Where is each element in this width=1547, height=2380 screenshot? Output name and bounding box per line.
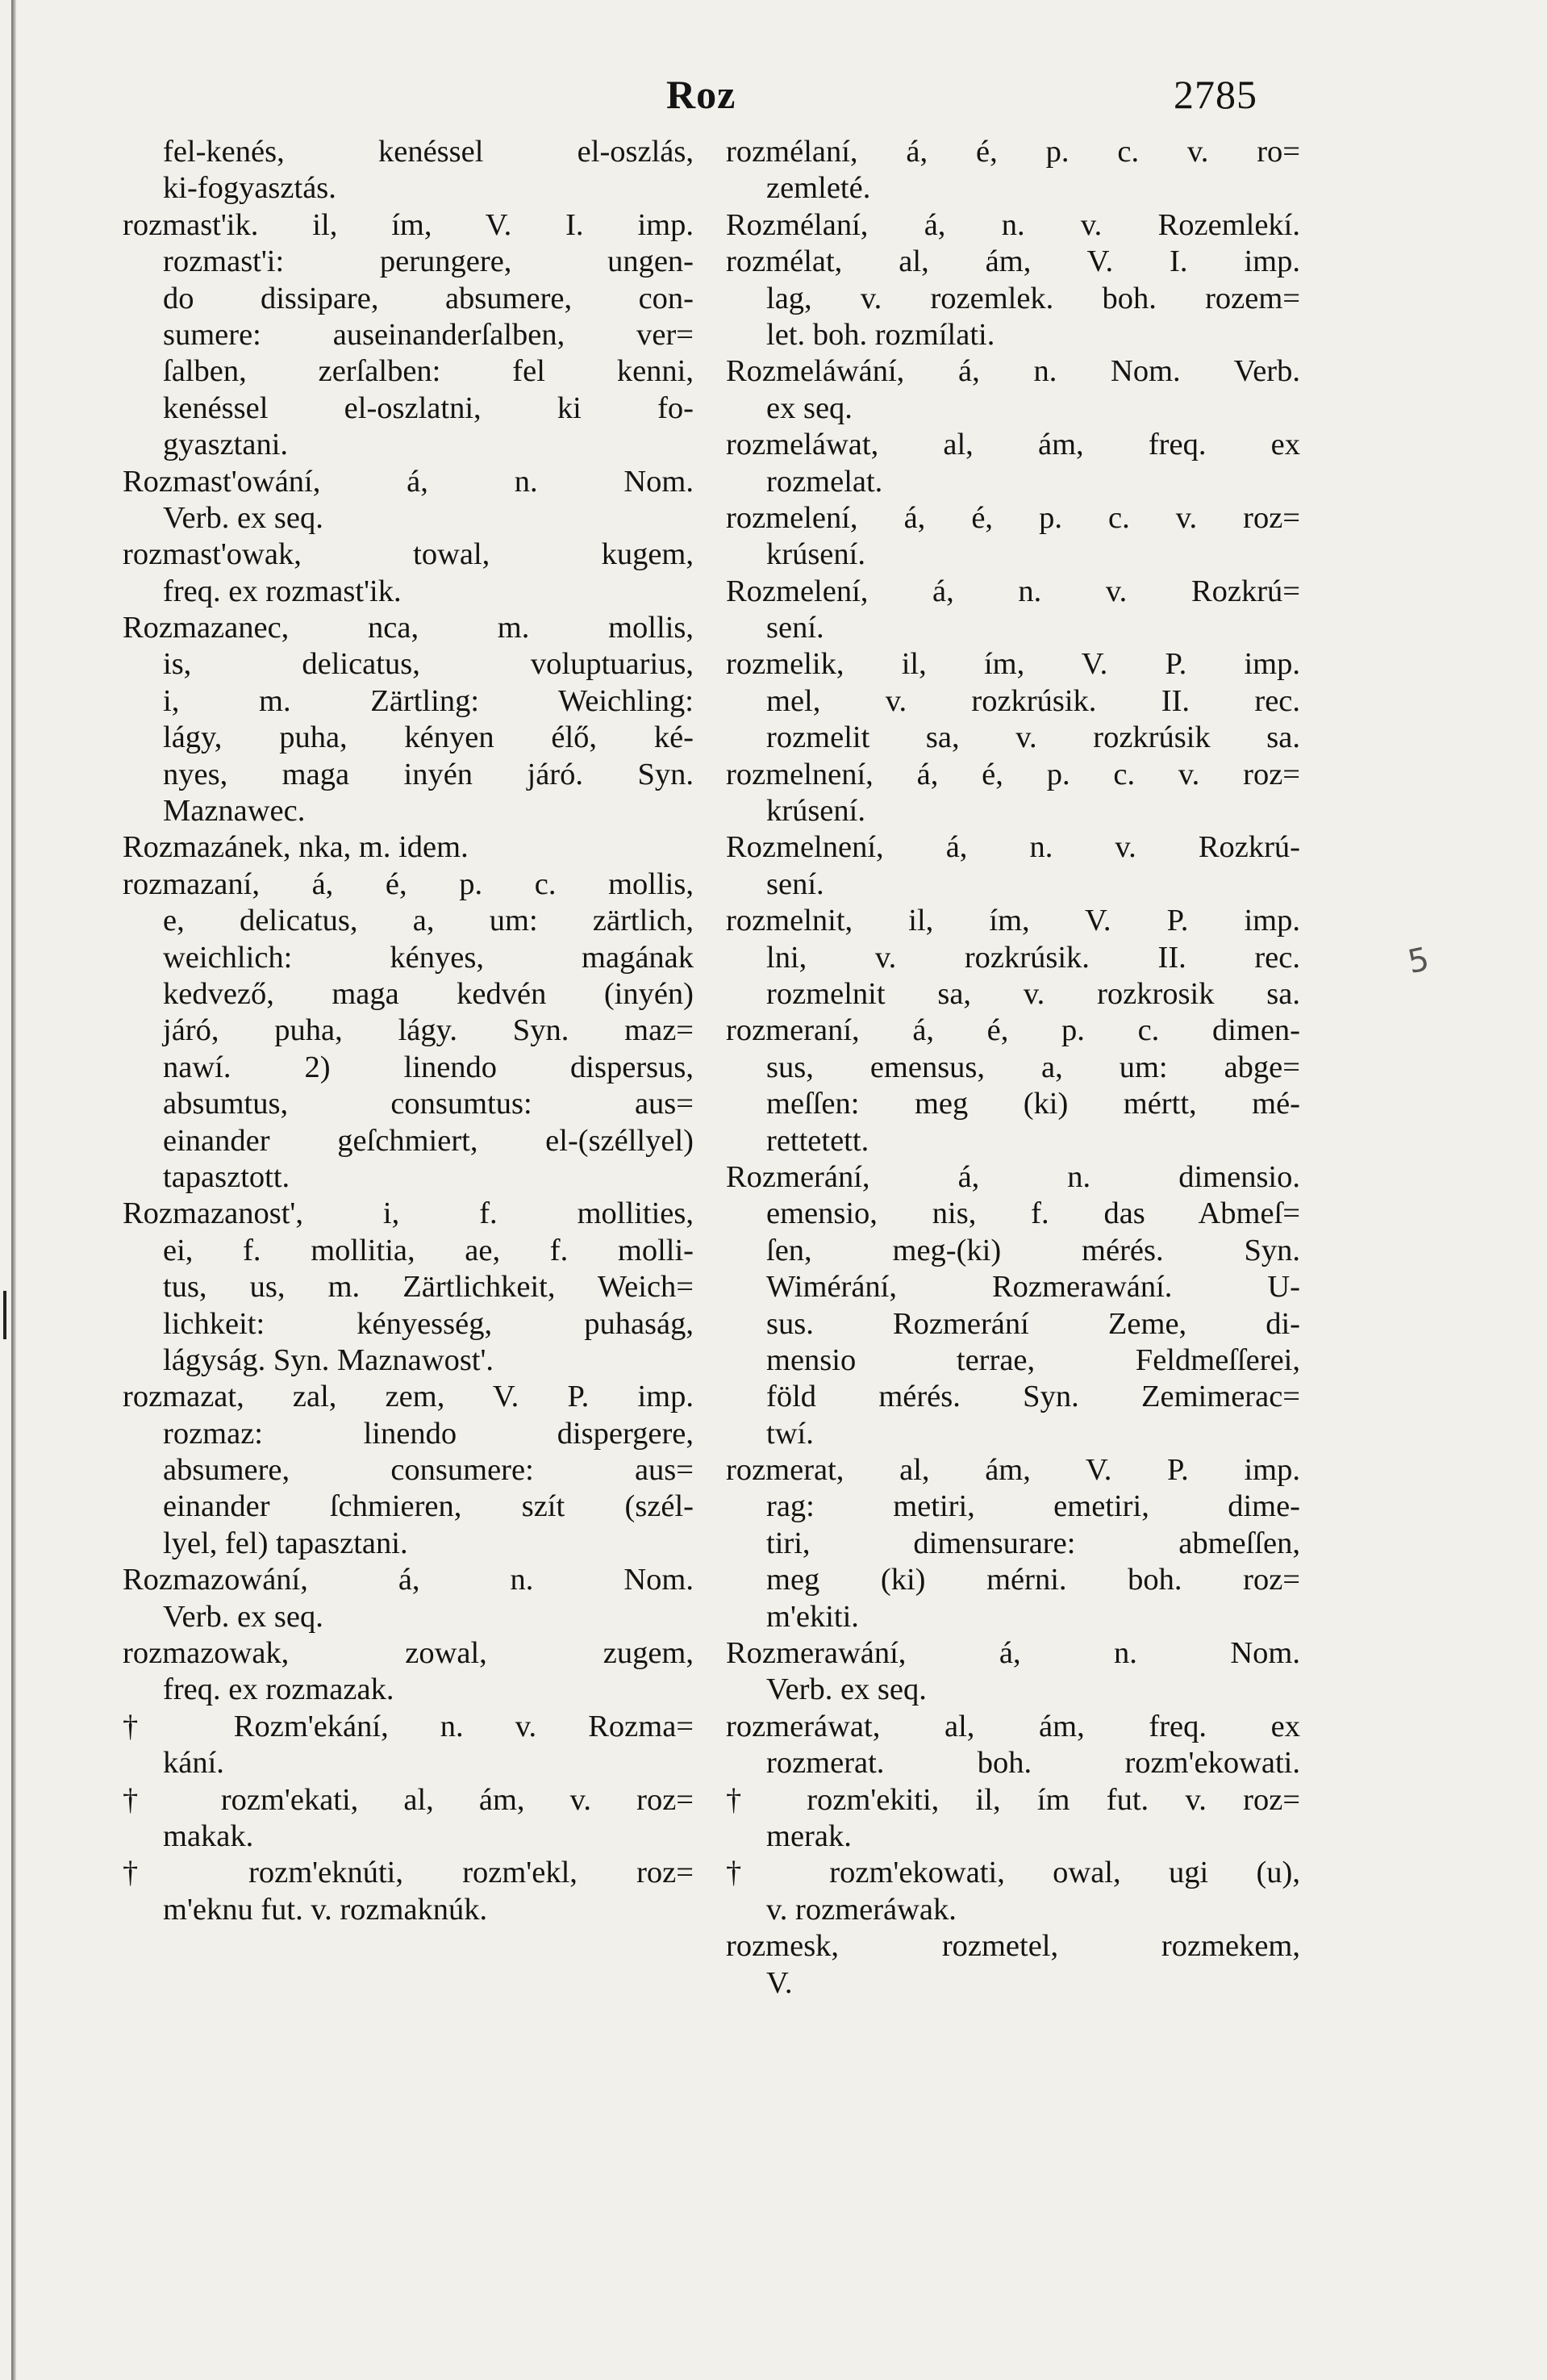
margin-note: 5 <box>1404 940 1432 982</box>
left-column-line: Maznawec. <box>163 794 306 829</box>
right-column-line: rag: metiri, emetiri, dime- <box>766 1489 1300 1524</box>
left-column-line: absumere, consumere: aus= <box>163 1453 694 1488</box>
left-column-line: freq. ex rozmazak. <box>163 1672 394 1707</box>
right-column-line: Wimérání, Rozmerawání. U- <box>766 1270 1300 1305</box>
right-column-line: rozmelit sa, v. rozkrúsik sa. <box>766 720 1300 755</box>
left-column-line: einander ſchmieren, szít (szél- <box>163 1489 694 1524</box>
left-column-line: sumere: auseinanderſalben, ver= <box>163 317 694 352</box>
left-column-line: lyel, fel) tapasztani. <box>163 1526 408 1560</box>
left-column-line: i, m. Zärtling: Weichling: <box>163 683 694 718</box>
left-column-line: rozmast'owak, towal, kugem, <box>123 537 694 572</box>
left-column-line: rozmast'ik. il, ím, V. I. imp. <box>123 207 694 242</box>
right-column-line: sus. Rozmerání Zeme, di- <box>766 1306 1300 1341</box>
right-column-line: Verb. ex seq. <box>766 1672 927 1707</box>
left-column-line: ei, f. mollitia, ae, f. molli- <box>163 1233 694 1267</box>
left-column-line: do dissipare, absumere, con- <box>163 281 694 315</box>
left-column-line: Rozmazánek, nka, m. idem. <box>123 830 469 865</box>
right-column-line: rozmeraní, á, é, p. c. dimen- <box>726 1013 1300 1048</box>
left-column-line: e, delicatus, a, um: zärtlich, <box>163 904 694 938</box>
right-column-line: rozmerat. boh. rozm'ekowati. <box>766 1746 1300 1781</box>
right-column-line: sus, emensus, a, um: abge= <box>766 1050 1300 1084</box>
left-column-line: Rozmast'owání, á, n. Nom. <box>123 464 694 499</box>
left-column-line: Verb. ex seq. <box>163 1599 323 1634</box>
right-column-line: ſen, meg-(ki) mérés. Syn. <box>766 1233 1300 1267</box>
right-column-line: rozmelnení, á, é, p. c. v. roz= <box>726 757 1300 791</box>
left-column-line: nawí. 2) linendo dispersus, <box>163 1050 694 1084</box>
left-column-line: freq. ex rozmast'ik. <box>163 574 402 608</box>
right-column-line: V. <box>766 1965 793 2000</box>
left-column-line: gyasztani. <box>163 428 289 462</box>
right-column-line: twí. <box>766 1416 814 1451</box>
right-column-line: rozmélaní, á, é, p. c. v. ro= <box>726 135 1300 169</box>
left-column-line: Rozmazanec, nca, m. mollis, <box>123 611 694 645</box>
right-column-line: meſſen: meg (ki) mértt, mé- <box>766 1087 1300 1121</box>
left-column-line: † rozm'ekati, al, ám, v. roz= <box>123 1782 694 1817</box>
left-column-line: rozmazaní, á, é, p. c. mollis, <box>123 866 694 901</box>
left-column-line: † rozm'eknúti, rozm'ekl, roz= <box>123 1856 694 1890</box>
right-column-line: rozmerat, al, ám, V. P. imp. <box>726 1453 1300 1488</box>
left-column-line: absumtus, consumtus: aus= <box>163 1087 694 1121</box>
right-column-line: ex seq. <box>766 390 853 425</box>
left-column-line: Rozmazowání, á, n. Nom. <box>123 1563 694 1597</box>
left-column-line: tapasztott. <box>163 1159 290 1194</box>
right-column-line: m'ekiti. <box>766 1599 859 1634</box>
left-column-line: is, delicatus, voluptuarius, <box>163 647 694 682</box>
right-column-line: rozmesk, rozmetel, rozmekem, <box>726 1929 1300 1964</box>
right-column-line: merak. <box>766 1818 852 1853</box>
left-column-line: Rozmazanost', i, f. mollities, <box>123 1196 694 1231</box>
right-column-line: mensio terrae, Feldmeſſerei, <box>766 1342 1300 1377</box>
right-column-line: rettetett. <box>766 1123 869 1158</box>
right-column-line: lag, v. rozemlek. boh. rozem= <box>766 281 1300 315</box>
right-column <box>726 134 1300 2002</box>
right-column-line: rozmeráwat, al, ám, freq. ex <box>726 1709 1300 1743</box>
right-column-line: krúsení. <box>766 794 865 829</box>
right-column-line: mel, v. rozkrúsik. II. rec. <box>766 683 1300 718</box>
right-column-line: rozmeláwat, al, ám, freq. ex <box>726 428 1300 462</box>
left-column-line: fel-kenés, kenéssel el-oszlás, <box>163 135 694 169</box>
left-column-line: rozmaz: linendo dispergere, <box>163 1416 694 1451</box>
running-head-word: Roz <box>666 72 736 117</box>
right-column-line: rozmelnit sa, v. rozkrosik sa. <box>766 976 1300 1011</box>
right-column-line: lni, v. rozkrúsik. II. rec. <box>766 940 1300 975</box>
right-column-line: krúsení. <box>766 537 865 572</box>
left-column-line: makak. <box>163 1818 254 1853</box>
left-column-line: járó, puha, lágy. Syn. maz= <box>163 1013 694 1048</box>
left-column-line: kenéssel el-oszlatni, ki fo- <box>163 390 694 425</box>
left-column-line: ki-fogyasztás. <box>163 171 336 206</box>
right-column-line: let. boh. rozmílati. <box>766 317 995 352</box>
left-column-line: lichkeit: kényesség, puhaság, <box>163 1306 694 1341</box>
left-column-line: weichlich: kényes, magának <box>163 940 694 975</box>
right-column-line: sení. <box>766 866 824 901</box>
left-column-line: nyes, maga inyén járó. Syn. <box>163 757 694 791</box>
right-column-line: tiri, dimensurare: abmeſſen, <box>766 1526 1300 1560</box>
left-column-line: lágy, puha, kényen élő, ké- <box>163 720 694 755</box>
left-column-line: einander geſchmiert, el-(széllyel) <box>163 1123 694 1158</box>
left-column-line: ſalben, zerſalben: fel kenni, <box>163 354 694 389</box>
right-column-line: v. rozmeráwak. <box>766 1892 957 1927</box>
left-column-line: m'eknu fut. v. rozmaknúk. <box>163 1892 488 1927</box>
left-column-line: kání. <box>163 1746 224 1781</box>
page-number: 2785 <box>1174 72 1257 117</box>
right-column-line: sení. <box>766 611 824 645</box>
left-column-line: rozmast'i: perungere, ungen- <box>163 244 694 279</box>
left-column-line: lágyság. Syn. Maznawost'. <box>163 1342 494 1377</box>
left-column-line: kedvező, maga kedvén (inyén) <box>163 976 694 1011</box>
left-column-line: Verb. ex seq. <box>163 500 323 535</box>
right-column-line: † rozm'ekiti, il, ím fut. v. roz= <box>726 1782 1300 1817</box>
edge-mark <box>3 1291 6 1339</box>
right-column-line: Rozmeláwání, á, n. Nom. Verb. <box>726 354 1300 389</box>
right-column-line: rozmélat, al, ám, V. I. imp. <box>726 244 1300 279</box>
left-column-line: rozmazowak, zowal, zugem, <box>123 1636 694 1671</box>
right-column-line: Rozmerawání, á, n. Nom. <box>726 1636 1300 1671</box>
right-column-line: rozmelik, il, ím, V. P. imp. <box>726 647 1300 682</box>
right-column-line: † rozm'ekowati, owal, ugi (u), <box>726 1856 1300 1890</box>
right-column-line: rozmelení, á, é, p. c. v. roz= <box>726 500 1300 535</box>
right-column-line: zemleté. <box>766 171 871 206</box>
right-column-line: meg (ki) mérni. boh. roz= <box>766 1563 1300 1597</box>
right-column-line: Rozmelení, á, n. v. Rozkrú= <box>726 574 1300 608</box>
book-spine-shadow <box>11 0 16 2380</box>
right-column-line: Rozmelnení, á, n. v. Rozkrú- <box>726 830 1300 865</box>
left-column-line: † Rozm'ekání, n. v. Rozma= <box>123 1709 694 1743</box>
right-column-line: föld mérés. Syn. Zemimerac= <box>766 1380 1300 1414</box>
right-column-line: emensio, nis, f. das Abmeſ= <box>766 1196 1300 1231</box>
running-head <box>0 71 1547 127</box>
left-column <box>123 134 694 1928</box>
right-column-line: Rozmélaní, á, n. v. Rozemlekí. <box>726 207 1300 242</box>
right-column-line: rozmelnit, il, ím, V. P. imp. <box>726 904 1300 938</box>
left-column-line: tus, us, m. Zärtlichkeit, Weich= <box>163 1270 694 1305</box>
right-column-line: Rozmerání, á, n. dimensio. <box>726 1159 1300 1194</box>
right-column-line: rozmelat. <box>766 464 883 499</box>
left-column-line: rozmazat, zal, zem, V. P. imp. <box>123 1380 694 1414</box>
